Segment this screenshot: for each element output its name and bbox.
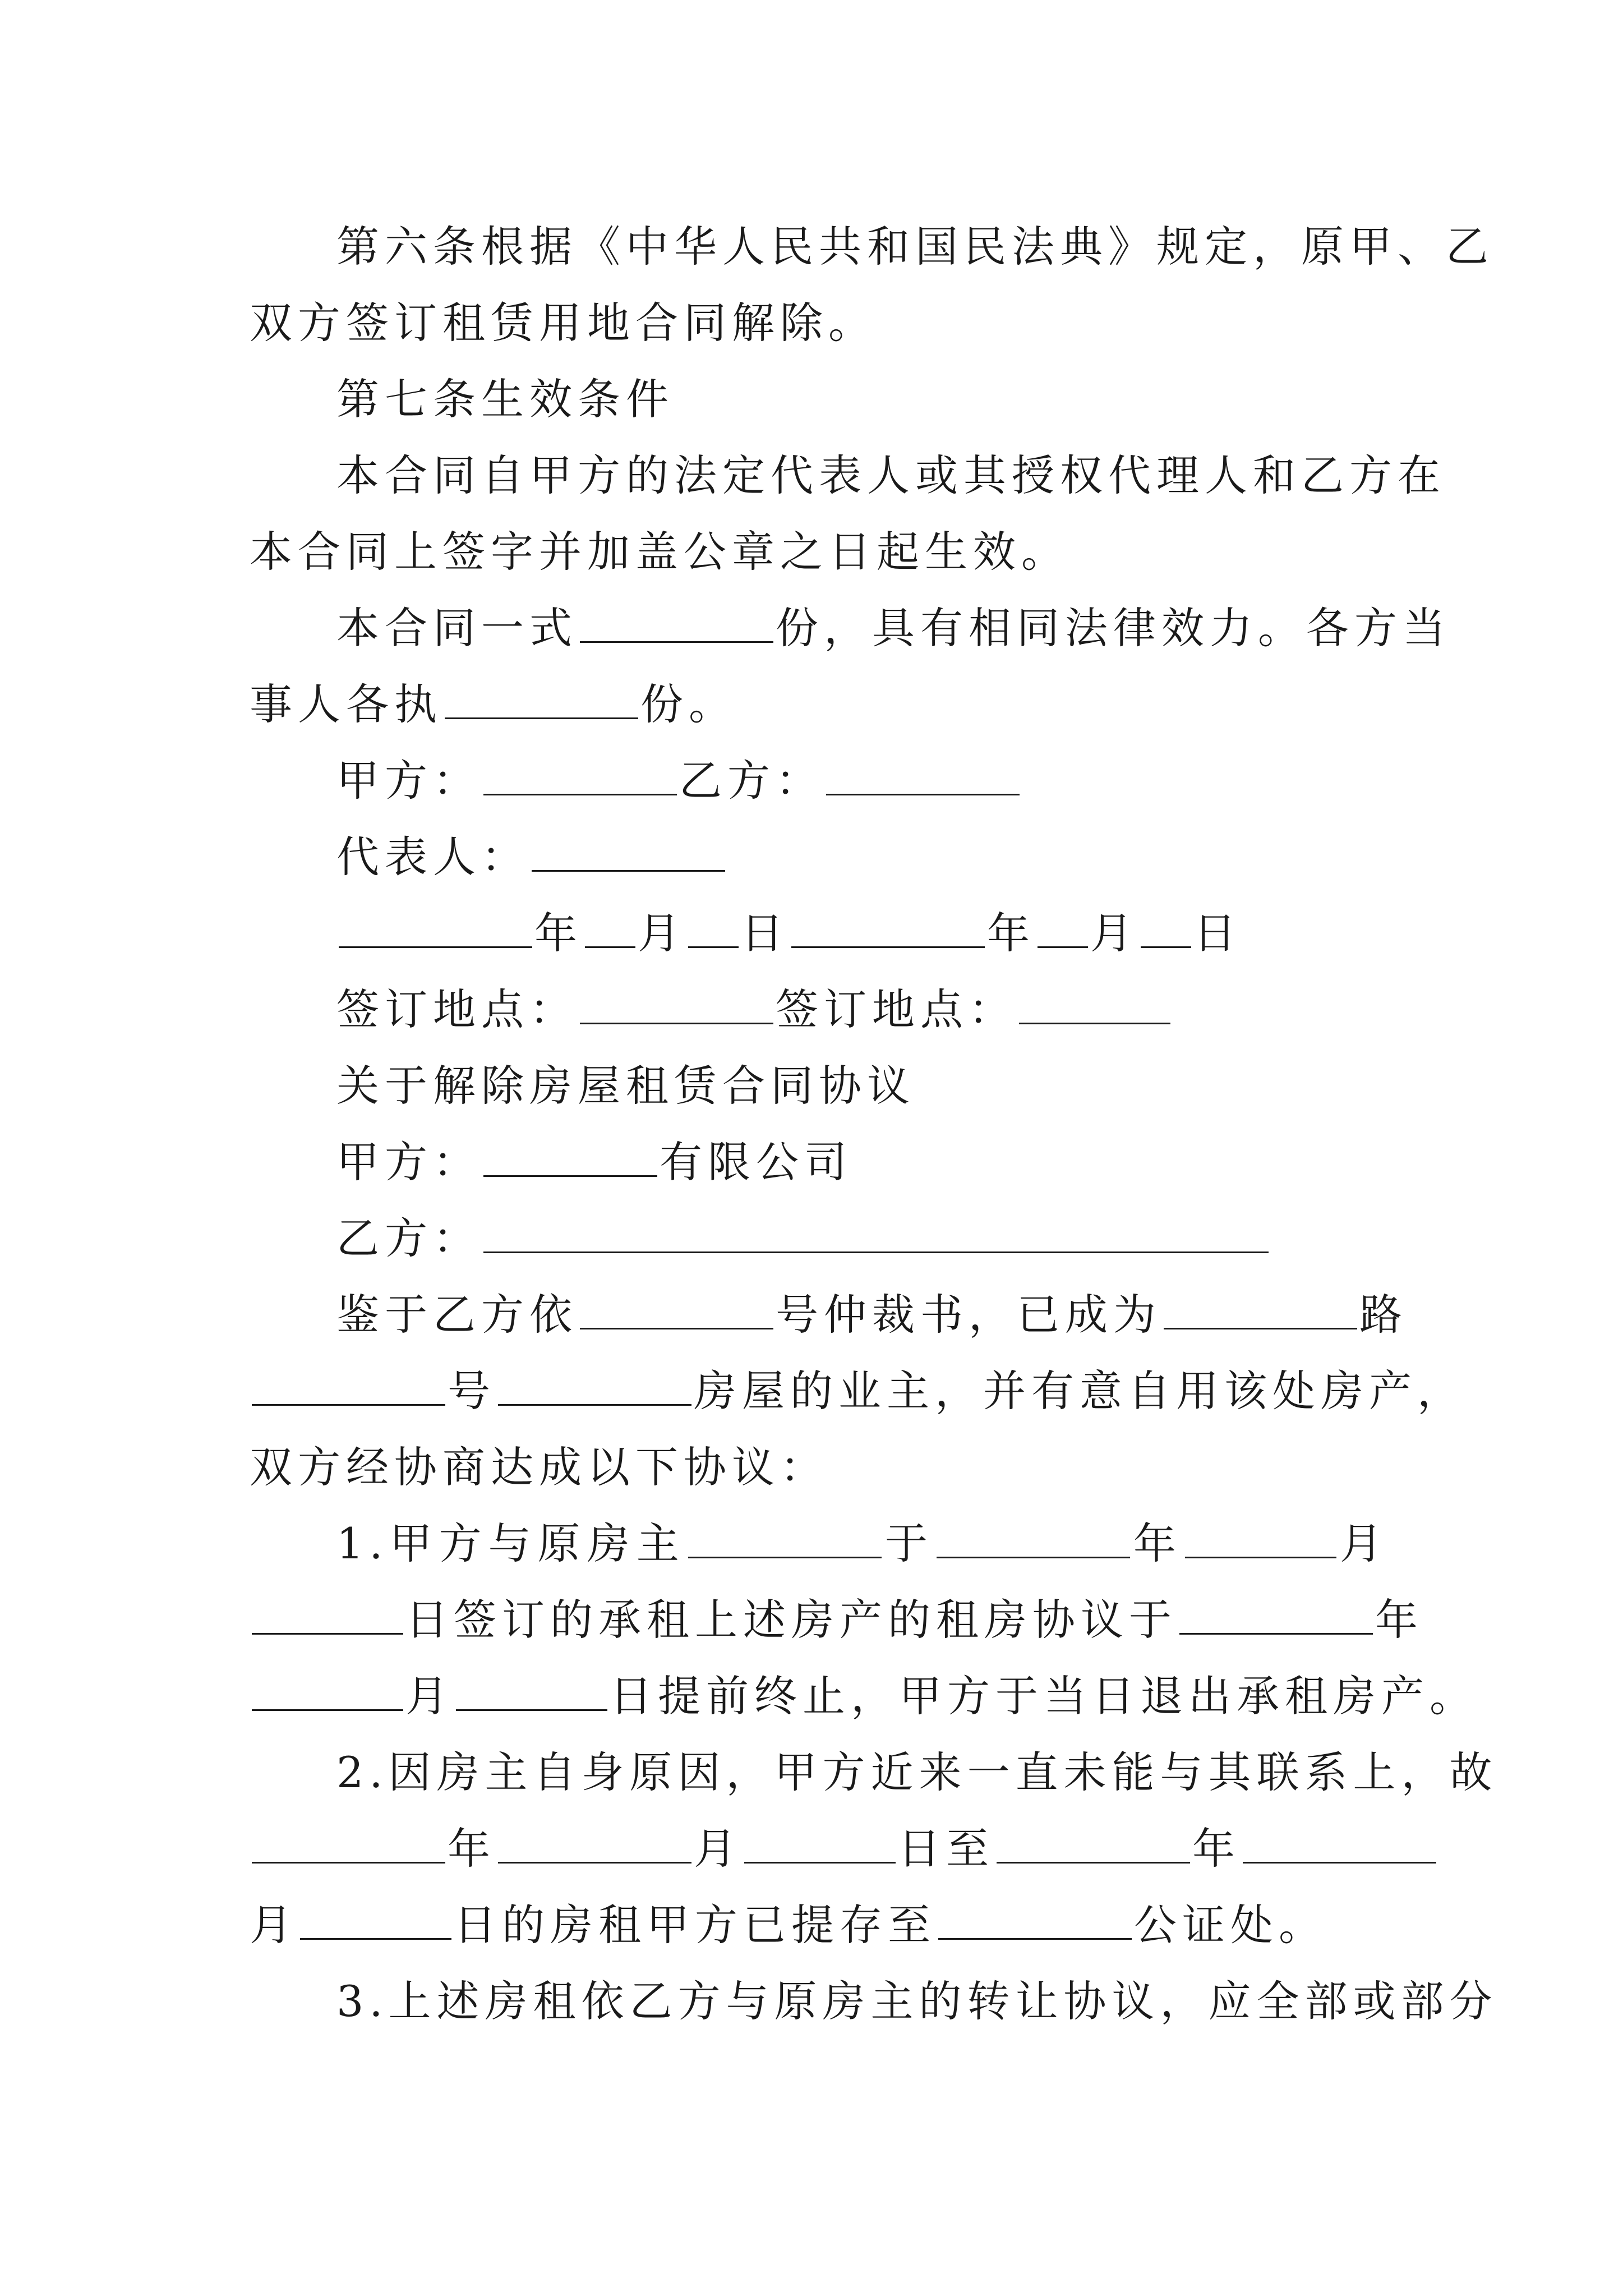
agreement-party-a-label: 甲方：: [336, 1137, 481, 1187]
item-2-end-year-blank[interactable]: [997, 1827, 1190, 1864]
address-number-blank[interactable]: [252, 1369, 445, 1406]
item-1-end-year-blank[interactable]: [1179, 1598, 1373, 1635]
article-7-line-2: 本合同上签字并加盖公章之日起生效。: [250, 527, 1069, 577]
item-1-end-month-label: 月: [405, 1671, 454, 1721]
article-7-title: 第七条生效条件: [336, 374, 674, 424]
whereas-text-c: 路: [1359, 1290, 1408, 1340]
copies-count-blank[interactable]: [580, 606, 773, 643]
item-1-year-label: 年: [1132, 1519, 1183, 1568]
item-1-year-blank[interactable]: [937, 1522, 1130, 1558]
signing-place-line: [336, 970, 1388, 1049]
item-1-text-c: 日签订的承租上述房产的租房协议于: [405, 1595, 1177, 1645]
item-2-text-d: 公证处。: [1134, 1900, 1327, 1950]
item-2-start-day-blank[interactable]: [744, 1827, 896, 1864]
item-1-line-3: [250, 1657, 1478, 1736]
item-1-month-label: 月: [1338, 1519, 1389, 1568]
item-1-end-year-label: 年: [1375, 1595, 1423, 1645]
item-2-end-month-label: 月: [250, 1900, 298, 1950]
whereas-text-e: 房屋的业主，并有意自用该处房产，: [694, 1366, 1465, 1416]
sign-place-b-label: 签订地点：: [776, 984, 1017, 1034]
item-1-text-b: 于: [883, 1519, 934, 1568]
copies-each-blank[interactable]: [445, 683, 638, 719]
date-a-year-label: 年: [534, 908, 583, 958]
date-a-month-label: 月: [638, 908, 686, 958]
date-a-month-blank[interactable]: [585, 912, 635, 948]
party-b-blank[interactable]: [826, 759, 1020, 795]
copies-text-b: 份，具有相同法律效力。各方当: [776, 603, 1451, 653]
date-b-month-label: 月: [1090, 908, 1138, 958]
signing-date-line: [336, 894, 1388, 973]
sign-place-b-blank[interactable]: [1019, 988, 1170, 1024]
item-2-line-1: 2.因房主自身原因，甲方近来一直未能与其联系上，故: [336, 1747, 1498, 1797]
whereas-text-a: 鉴于乙方依: [336, 1290, 578, 1340]
copies-text-d: 份。: [640, 679, 737, 729]
signature-parties-line: [336, 742, 1388, 820]
room-number-blank[interactable]: [498, 1369, 691, 1406]
notary-office-blank[interactable]: [938, 1903, 1132, 1940]
sign-place-a-blank[interactable]: [580, 988, 773, 1024]
item-2-line-2: [250, 1810, 1388, 1888]
date-b-day-label: 日: [1193, 908, 1242, 958]
item-1-month-blank[interactable]: [1185, 1522, 1336, 1558]
item-1-text-d: 日提前终止，甲方于当日退出承租房产。: [610, 1671, 1478, 1721]
company-name-blank[interactable]: [483, 1140, 657, 1177]
item-2-text-b: 日至: [898, 1824, 994, 1874]
item-1-text-a: 1.甲方与原房主: [336, 1519, 686, 1568]
original-landlord-blank[interactable]: [688, 1522, 882, 1558]
article-7-line-1: 本合同自甲方的法定代表人或其授权代理人和乙方在: [336, 450, 1446, 500]
item-1-end-month-blank[interactable]: [252, 1674, 403, 1711]
item-2-start-month-blank[interactable]: [498, 1827, 691, 1864]
road-name-blank[interactable]: [1164, 1293, 1357, 1329]
item-2-start-month-label: 月: [694, 1824, 742, 1874]
representative-blank[interactable]: [532, 835, 725, 872]
arbitration-number-blank[interactable]: [580, 1293, 773, 1329]
article-6-line-1: 第六条根据《中华人民共和国民法典》规定，原甲、乙: [336, 222, 1494, 272]
date-b-month-blank[interactable]: [1038, 912, 1088, 948]
agreement-party-b-label: 乙方：: [336, 1213, 481, 1263]
party-a-blank[interactable]: [483, 759, 677, 795]
agreement-party-b-blank[interactable]: [483, 1217, 1269, 1253]
date-a-year-blank[interactable]: [339, 912, 532, 948]
date-b-day-blank[interactable]: [1141, 912, 1191, 948]
item-2-end-day-blank[interactable]: [300, 1903, 451, 1940]
item-2-end-year-label: 年: [1192, 1824, 1241, 1874]
copies-line-1: [336, 589, 1451, 668]
item-2-start-year-blank[interactable]: [252, 1827, 445, 1864]
copies-text-c: 事人各执: [250, 679, 442, 729]
agreement-party-a-line: [336, 1123, 1388, 1202]
whereas-text-d: 号: [448, 1366, 496, 1416]
company-suffix: 有限公司: [660, 1137, 852, 1187]
item-3-line-1: 3.上述房租依乙方与原房主的转让协议，应全部或部分: [336, 1976, 1498, 2026]
date-a-day-blank[interactable]: [688, 912, 739, 948]
item-1-line-1: [336, 1504, 1388, 1583]
representative-label: 代表人：: [336, 832, 529, 882]
agreement-party-b-line: [336, 1199, 1388, 1278]
date-b-year-blank[interactable]: [791, 912, 985, 948]
whereas-text-b: 号仲裁书，已成为: [776, 1290, 1161, 1340]
item-1-line-2: [250, 1581, 1423, 1659]
sign-place-a-label: 签订地点：: [336, 984, 578, 1034]
whereas-line-2: [250, 1352, 1465, 1430]
date-a-day-label: 日: [741, 908, 789, 958]
party-b-label: 乙方：: [679, 756, 824, 806]
whereas-line-1: [336, 1276, 1408, 1354]
copies-text-a: 本合同一式: [336, 603, 578, 653]
item-2-end-month-blank[interactable]: [1243, 1827, 1436, 1864]
item-1-day-blank[interactable]: [252, 1598, 403, 1635]
agreement-title: 关于解除房屋租赁合同协议: [336, 1061, 915, 1111]
whereas-line-3: 双方经协商达成以下协议：: [250, 1442, 828, 1492]
article-6-line-2: 双方签订租赁用地合同解除。: [250, 298, 877, 348]
item-2-start-year-label: 年: [448, 1824, 496, 1874]
date-b-year-label: 年: [987, 908, 1035, 958]
item-2-line-3: [250, 1886, 1388, 1964]
item-1-end-day-blank[interactable]: [456, 1674, 607, 1711]
representative-line: [336, 818, 1388, 896]
party-a-label: 甲方：: [336, 756, 481, 806]
item-2-text-c: 日的房租甲方已提存至: [454, 1900, 936, 1950]
copies-line-2: [250, 665, 1388, 744]
